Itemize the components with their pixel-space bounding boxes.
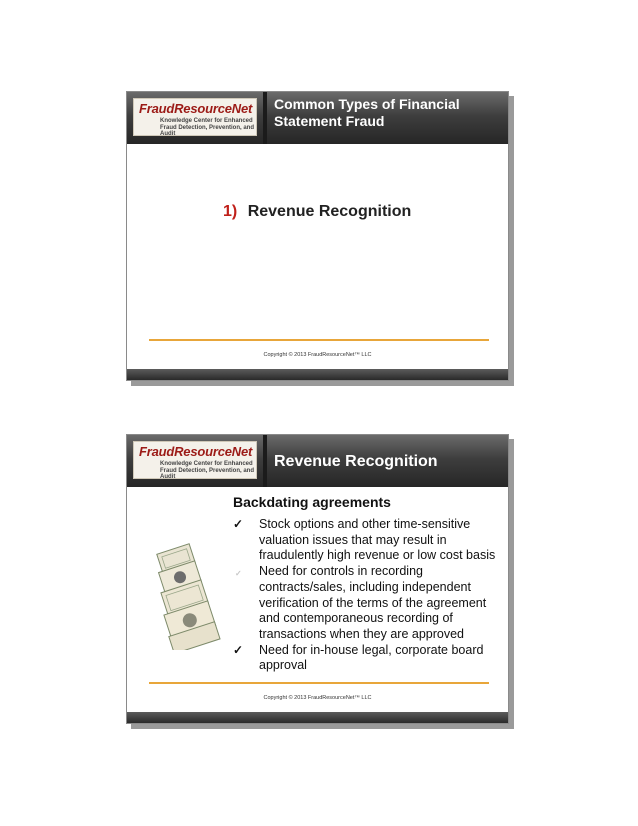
backdating-heading: Backdating agreements <box>233 494 391 510</box>
bullet-list <box>231 517 501 674</box>
logo-name: FraudResourceNet <box>139 444 253 459</box>
checkmark-icon: ✓ <box>233 517 244 531</box>
copyright-text: Copyright © 2013 FraudResourceNet™ LLC <box>263 352 372 358</box>
logo-name: FraudResourceNet <box>139 101 253 116</box>
list-item <box>231 517 501 564</box>
logo-tagline: Knowledge Center for Enhanced Fraud Detection, Prevention, and Audit <box>160 461 255 480</box>
logo-tagline: Knowledge Center for Enhanced Fraud Detection, Prevention, and Audit <box>160 118 255 137</box>
stock-certificates-illustration <box>153 540 227 650</box>
bottom-band <box>127 369 508 380</box>
bullet-text: Need for in-house legal, corporate board approval <box>259 642 484 673</box>
checkmark-icon: ✓ <box>235 569 242 579</box>
slide-1-title: Common Types of Financial Statement Fraud <box>274 96 460 129</box>
revenue-recognition-item <box>223 203 411 221</box>
brand-logo <box>133 98 257 136</box>
list-item <box>231 643 501 674</box>
bullet-text: Stock options and other time-sensitive valuation issues that may result in fraudulently high revenue or low cost basis <box>259 517 496 563</box>
bullet-text: Need for controls in recording contracts/sales, including independent verification of the terms of the agreement and contemporaneous recording of transactions when they are approved <box>259 564 487 641</box>
slide-1-header <box>127 92 508 144</box>
list-item <box>231 564 501 643</box>
slide-1 <box>126 91 509 381</box>
item-number: 1) <box>223 203 238 220</box>
slide-2-header <box>127 435 508 487</box>
copyright-text: Copyright © 2013 FraudResourceNet™ LLC <box>263 695 372 701</box>
bottom-band <box>127 712 508 723</box>
slide-2-title: Revenue Recognition <box>274 452 438 470</box>
slide-2 <box>126 434 509 724</box>
checkmark-icon: ✓ <box>233 642 244 657</box>
header-divider <box>263 435 267 487</box>
item-text: Revenue Recognition <box>247 203 412 220</box>
footer-rule <box>149 682 489 684</box>
footer-rule <box>149 339 489 341</box>
header-divider <box>263 92 267 144</box>
brand-logo <box>133 441 257 479</box>
